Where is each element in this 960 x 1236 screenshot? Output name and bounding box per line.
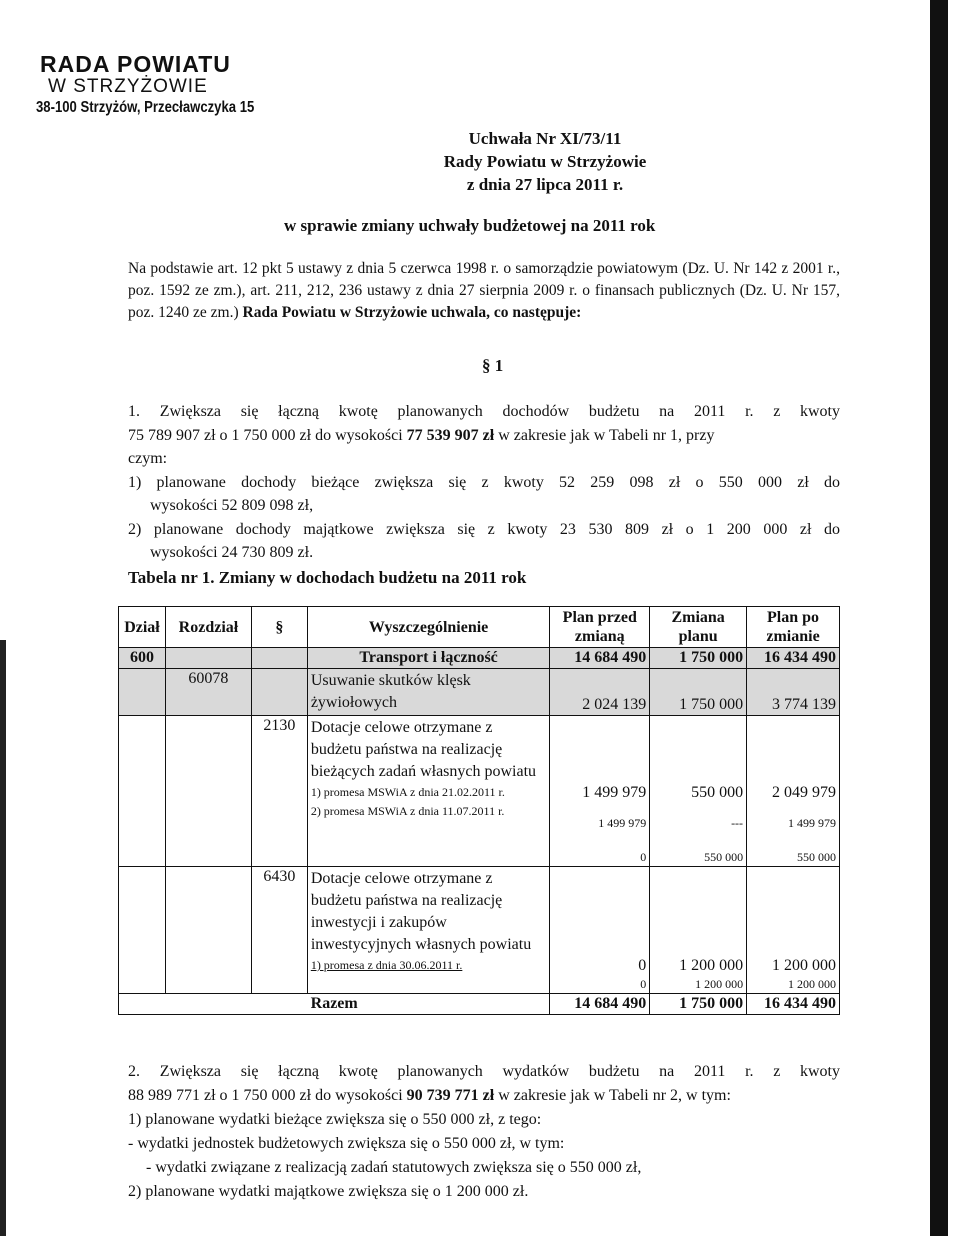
table-row (119, 716, 840, 867)
cell-change: 550 000 (691, 784, 744, 801)
point-2-line-2a: 88 989 771 zł o 1 750 000 zł do wysokości (128, 1087, 407, 1104)
point-1-total: 77 539 907 zł (406, 426, 495, 444)
table-caption: Tabela nr 1. Zmiany w dochodach budżetu na 2011 rok (128, 568, 527, 587)
cell-empty (119, 867, 166, 994)
legal-basis-tail: Rada Powiatu w Strzyżowie uchwala, co następuje: (242, 304, 582, 321)
section-mark: § 1 (482, 356, 504, 375)
header-dzial: Dział (119, 607, 166, 648)
point-1-item-2b: wysokości 24 730 809 zł. (150, 544, 314, 561)
resolution-title (65, 127, 960, 196)
header-paragraph: § (251, 607, 307, 648)
point-1-line-1: 1. Zwiększa się łączną kwotę planowanych dochodów budżetu na 2011 r. z kwoty (128, 403, 840, 420)
cell-empty (119, 716, 166, 867)
header-change: Zmiana planu (650, 607, 747, 648)
cell-empty (119, 669, 166, 716)
cell-total-label: Razem (119, 994, 550, 1015)
stamp-line-2: W STRZYŻOWIE (48, 76, 208, 97)
cell-before-sub-2: 0 (640, 850, 647, 864)
scan-border-left (0, 640, 6, 1236)
point-2-line-6: 2) planowane wydatki majątkowe zwiększa się o 1 200 000 zł. (128, 1183, 529, 1200)
legal-basis-text: Na podstawie art. 12 pkt 5 ustawy z dnia 5 czerwca 1998 r. o samorządzie powiatowym (Dz. U. Nr 142 z 2001 r., poz. 1592 ze zm.), art. 211, 212, 236 ustawy z dnia 27 sierpnia 2009 r. o finansach publicznych (Dz. U. Nr 157, poz. 1240 ze zm.) (128, 260, 840, 321)
cell-after-sub-1: 1 499 979 (788, 816, 836, 830)
cell-before-sub-1: 0 (640, 977, 647, 991)
council-stamp (36, 51, 302, 118)
point-2 (128, 1060, 840, 1204)
cell-total-change: 1 750 000 (650, 994, 747, 1015)
cell-empty (251, 648, 307, 669)
cell-total-before: 14 684 490 (550, 994, 650, 1015)
point-2-line-1: 2. Zwiększa się łączną kwotę planowanych wydatków budżetu na 2011 r. z kwoty (128, 1063, 840, 1080)
title-body: Rady Powiatu w Strzyżowie (443, 152, 647, 171)
cell-desc-block (307, 716, 550, 867)
cell-change-sub-1: 1 200 000 (695, 977, 744, 991)
cell-paragraph: 2130 (251, 716, 307, 867)
cell-after: 1 200 000 (772, 957, 836, 974)
cell-total-after: 16 434 490 (747, 994, 840, 1015)
cell-after-sub-2: 550 000 (797, 850, 836, 864)
cell-before-sub-1: 1 499 979 (598, 816, 647, 830)
cell-desc: Usuwanie skutków klęsk żywiołowych (307, 669, 550, 716)
cell-empty (165, 867, 251, 994)
table-row (119, 867, 840, 994)
cell-before: 0 (638, 957, 647, 974)
cell-change-sub-2: 550 000 (704, 850, 744, 864)
cell-paragraph: 6430 (251, 867, 307, 994)
cell-after-block (747, 716, 840, 867)
income-changes-table (118, 606, 840, 1015)
resolution-subject: w sprawie zmiany uchwały budżetowej na 2011 rok (284, 216, 656, 235)
cell-change-block (650, 716, 747, 867)
title-number: Uchwała Nr XI/73/11 (468, 129, 622, 148)
cell-before: 14 684 490 (550, 648, 650, 669)
cell-empty (165, 648, 251, 669)
cell-change-sub-1: --- (731, 816, 744, 830)
table-row (119, 648, 840, 669)
point-2-total: 90 739 771 zł (406, 1087, 495, 1104)
point-1-line-2 (128, 424, 840, 448)
point-1-line-2c: w zakresie jak w Tabeli nr 1, przy (494, 426, 715, 444)
cell-after: 2 049 979 (772, 784, 836, 801)
point-2-line-2 (128, 1084, 840, 1108)
cell-desc: Dotacje celowe otrzymane z budżetu państwa na realizację bieżących zadań własnych powiatu (310, 719, 537, 780)
point-2-line-5: - wydatki związane z realizacją zadań statutowych zwiększa się o 550 000 zł, (146, 1159, 642, 1176)
point-2-line-2c: w zakresie jak w Tabeli nr 2, w tym: (494, 1087, 731, 1104)
point-1 (128, 400, 840, 565)
cell-empty (251, 669, 307, 716)
title-date: z dnia 27 lipca 2011 r. (466, 175, 624, 194)
header-rozdzial: Rozdział (165, 607, 251, 648)
cell-after: 16 434 490 (747, 648, 840, 669)
cell-rozdzial: 60078 (165, 669, 251, 716)
cell-after-sub-1: 1 200 000 (788, 977, 836, 991)
header-plan-after: Plan po zmianie (747, 607, 840, 648)
point-1-line-2a: 75 789 907 zł o 1 750 000 zł do wysokości (128, 426, 407, 444)
point-1-item-2a: 2) planowane dochody majątkowe zwiększa się z kwoty 23 530 809 zł o 1 200 000 zł do (128, 520, 840, 538)
cell-before-block (550, 716, 650, 867)
cell-desc-sub-1: 1) promesa MSWiA z dnia 21.02.2011 r. (310, 785, 505, 799)
point-2-line-3: 1) planowane wydatki bieżące zwiększa się o 550 000 zł, z tego: (128, 1111, 542, 1128)
legal-basis (128, 258, 840, 324)
cell-before: 1 499 979 (582, 784, 647, 801)
header-plan-before: Plan przed zmianą (550, 607, 650, 648)
cell-change: 1 200 000 (679, 957, 744, 974)
cell-after-block (747, 867, 840, 994)
cell-desc-block (307, 867, 550, 994)
stamp-line-3: 38-100 Strzyżów, Przecławczyka 15 (36, 99, 255, 116)
cell-dzial: 600 (119, 648, 166, 669)
cell-before-block (550, 867, 650, 994)
cell-change-block (650, 867, 747, 994)
header-description: Wyszczególnienie (307, 607, 550, 648)
cell-desc-sub-1: 1) promesa z dnia 30.06.2011 r. (310, 958, 463, 972)
cell-change: 1 750 000 (650, 648, 747, 669)
cell-before: 2 024 139 (550, 669, 650, 716)
cell-desc-sub-2: 2) promesa MSWiA z dnia 11.07.2011 r. (310, 804, 505, 818)
stamp-line-1: RADA POWIATU (40, 51, 231, 77)
cell-desc: Dotacje celowe otrzymane z budżetu państwa na realizację inwestycji i zakupów inwestycyjnych własnych powiatu (310, 870, 532, 953)
point-1-item-1b: wysokości 52 809 098 zł, (150, 497, 314, 514)
point-2-line-4: - wydatki jednostek budżetowych zwiększa się o 550 000 zł, w tym: (128, 1135, 565, 1152)
point-1-line-3: czym: (128, 450, 168, 467)
cell-empty (165, 716, 251, 867)
cell-desc: Transport i łączność (307, 648, 550, 669)
table-header-row (119, 607, 840, 648)
cell-change: 1 750 000 (650, 669, 747, 716)
cell-after: 3 774 139 (747, 669, 840, 716)
point-1-item-1a: 1) planowane dochody bieżące zwiększa się z kwoty 52 259 098 zł o 550 000 zł do (128, 473, 840, 491)
table-row (119, 669, 840, 716)
table-total-row (119, 994, 840, 1015)
